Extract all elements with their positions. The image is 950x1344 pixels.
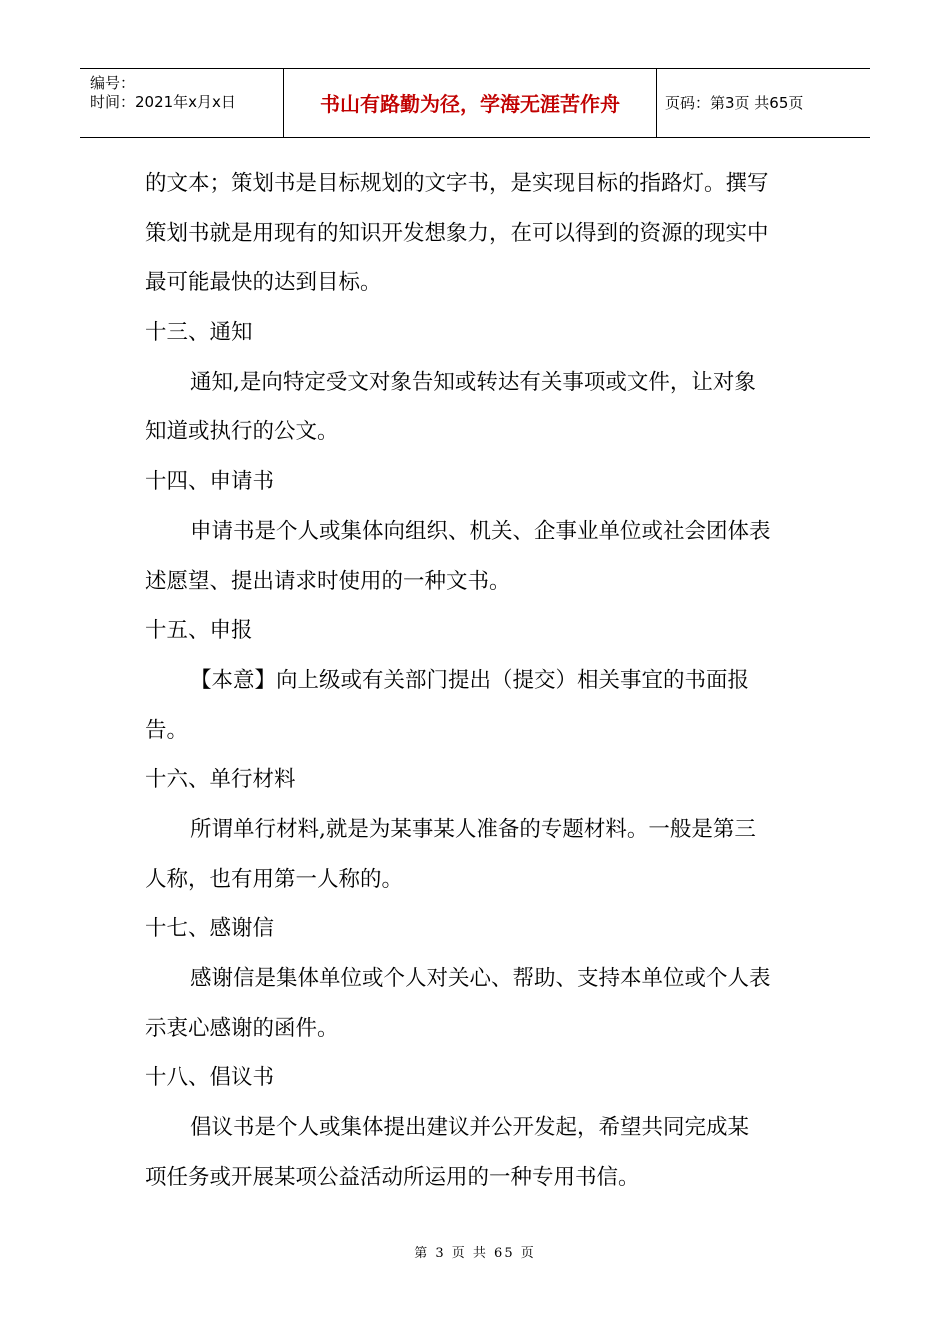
body-line: 【本意】向上级或有关部门提出（提交）相关事宜的书面报 [190,667,750,693]
section-heading-13: 十三、通知 [145,320,253,346]
body-line: 述愿望、提出请求时使用的一种文书。 [145,568,511,594]
document-number-label: 编号： [90,74,136,92]
body-line: 的文本；策划书是目标规划的文字书，是实现目标的指路灯。撰写 [145,171,769,196]
header-motto-cell [283,69,657,137]
body-line: 知道或执行的公文。 [145,419,339,445]
header-page-info: 页码：第3页 共65页 [665,94,804,112]
section-heading-18: 十八、倡议书 [145,1065,275,1091]
section-heading-17: 十七、感谢信 [145,916,275,942]
header-table [80,68,870,138]
body-line: 示衷心感谢的函件。 [145,1015,339,1041]
header-page-cell [656,69,870,137]
body-line: 倡议书是个人或集体提出建议并公开发起，希望共同完成某 [190,1115,750,1141]
body-line: 所谓单行材料,就是为某事某人准备的专题材料。一般是第三 [190,816,756,842]
body-line: 申请书是个人或集体向组织、机关、企事业单位或社会团体表 [190,518,771,544]
body-line: 人称，也有用第一人称的。 [145,866,404,892]
document-body [145,159,810,1202]
body-line: 通知,是向特定受文对象告知或转达有关事项或文件，让对象 [190,369,756,395]
body-line: 策划书就是用现有的知识开发想象力，在可以得到的资源的现实中 [145,220,769,246]
header-motto: 书山有路勤为径，学海无涯苦作舟 [320,92,620,116]
body-line: 感谢信是集体单位或个人对关心、帮助、支持本单位或个人表 [190,966,771,991]
body-line: 告。 [145,717,189,743]
header-meta-cell [80,69,283,137]
body-line: 项任务或开展某项公益活动所运用的一种专用书信。 [145,1164,640,1190]
document-time-label: 时间：2021年x月x日 [90,93,236,111]
section-heading-16: 十六、单行材料 [145,767,296,793]
section-heading-15: 十五、申报 [145,618,253,644]
page-footer: 第 3 页 共 65 页 [414,1246,536,1261]
body-line: 最可能最快的达到目标。 [145,270,382,296]
section-heading-14: 十四、申请书 [145,469,275,495]
